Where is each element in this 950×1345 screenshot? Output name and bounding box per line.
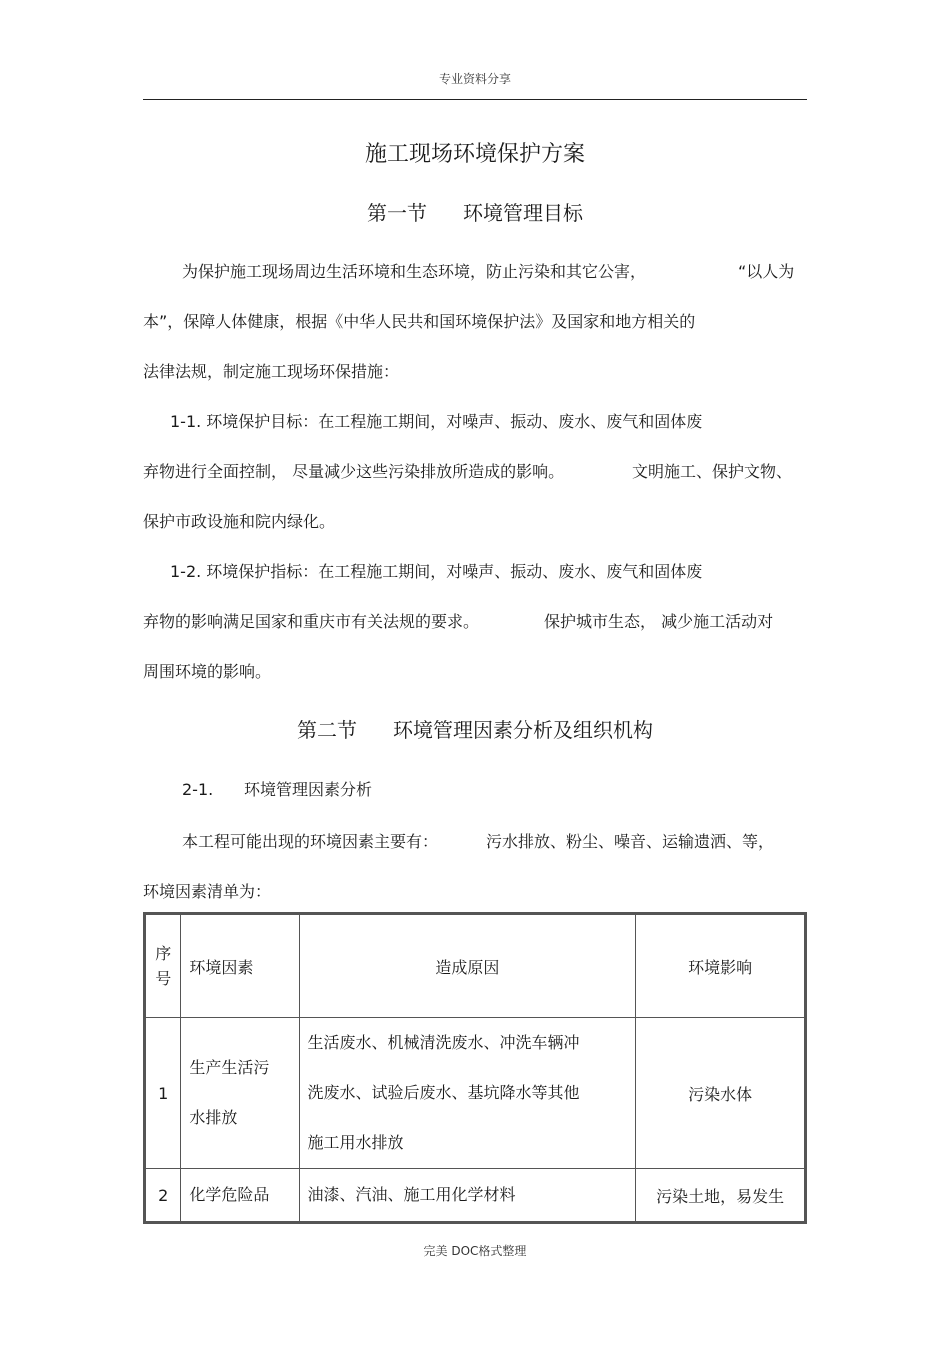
environment-factors-table <box>143 912 807 1224</box>
header-rule <box>143 99 807 100</box>
header-number: 序 号 <box>145 914 181 1018</box>
table-header-row <box>145 914 806 1018</box>
row-impact: 污染土地，易发生 <box>636 1169 806 1223</box>
row-factor: 生产生活污 水排放 <box>181 1018 299 1169</box>
intro-line-1-quote: “以人为 <box>738 262 795 281</box>
item-1-1-line-1: 1-1. 环境保护目标：在工程施工期间，对噪声、振动、废水、废气和固体废 <box>170 412 703 431</box>
row-factor: 化学危险品 <box>181 1169 299 1223</box>
item-1-2-line-3: 周围环境的影响。 <box>143 662 272 681</box>
section-1-name: 环境管理目标 <box>463 201 583 225</box>
section-2-name: 环境管理因素分析及组织机构 <box>393 718 653 742</box>
section-1-number: 第一节 <box>367 201 427 225</box>
header-cause: 造成原因 <box>299 914 636 1018</box>
item-1-2-line-2: 弃物的影响满足国家和重庆市有关法规的要求。 <box>143 612 480 631</box>
header-impact: 环境影响 <box>636 914 806 1018</box>
item-1-2-line-1: 1-2. 环境保护指标：在工程施工期间，对噪声、振动、废水、废气和固体废 <box>170 562 703 581</box>
row-number: 1 <box>145 1018 181 1169</box>
page-header: 专业资料分享 <box>438 72 511 86</box>
factors-intro-line-1: 本工程可能出现的环境因素主要有： <box>182 832 439 851</box>
section-1-heading <box>0 197 950 226</box>
factors-intro-line-1b: 污水排放、粉尘、噪音、运输遗洒、等， <box>486 832 775 851</box>
row-impact: 污染水体 <box>636 1018 806 1169</box>
intro-line-1: 为保护施工现场周边生活环境和生态环境，防止污染和其它公害， <box>182 262 647 281</box>
factors-intro-line-2: 环境因素清单为： <box>143 882 272 901</box>
row-cause: 油漆、汽油、施工用化学材料 <box>299 1169 636 1223</box>
section-2-number: 第二节 <box>297 718 357 742</box>
item-1-1-line-2b: 文明施工、保护文物、 <box>632 462 793 481</box>
item-1-2-line-2b: 保护城市生态， 减少施工活动对 <box>544 612 774 631</box>
table-row <box>145 1169 806 1223</box>
intro-line-2: 本”，保障人体健康，根据《中华人民共和国环境保护法》及国家和地方相关的 <box>143 312 696 331</box>
row-number: 2 <box>145 1169 181 1223</box>
table-row <box>145 1018 806 1169</box>
subsection-2-1-name: 环境管理因素分析 <box>244 780 373 799</box>
document-title: 施工现场环境保护方案 <box>364 142 585 167</box>
row-cause: 生活废水、机械清洗废水、冲洗车辆冲 洗废水、试验后废水、基坑降水等其他 施工用水排放 <box>299 1018 636 1169</box>
intro-line-3: 法律法规，制定施工现场环保措施： <box>143 362 400 381</box>
subsection-2-1-number: 2-1. <box>182 780 214 799</box>
item-1-1-line-3: 保护市政设施和院内绿化。 <box>143 512 336 531</box>
page-footer: 完美 DOC格式整理 <box>423 1244 527 1258</box>
subsection-2-1-heading <box>182 777 372 800</box>
section-2-heading <box>0 714 950 743</box>
item-1-1-line-2: 弃物进行全面控制， 尽量减少这些污染排放所造成的影响。 <box>143 462 565 481</box>
header-factor: 环境因素 <box>181 914 299 1018</box>
